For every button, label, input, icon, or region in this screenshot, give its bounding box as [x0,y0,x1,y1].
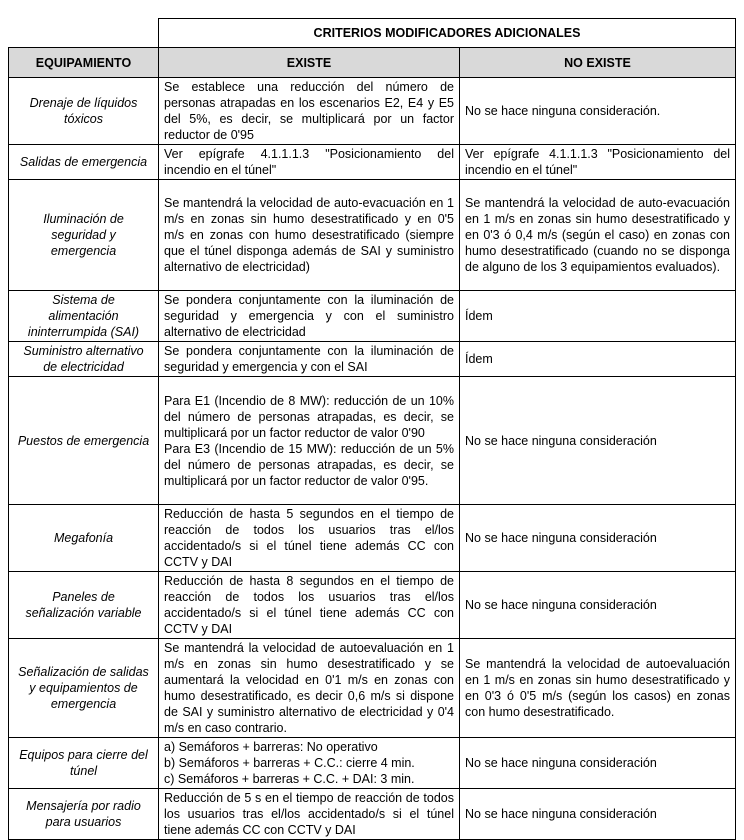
table-row [9,505,736,572]
table-row [9,291,736,342]
no-existe-cell: No se hace ninguna consideración [460,505,736,572]
criteria-table [8,18,736,840]
no-existe-cell: Ídem [460,291,736,342]
equipment-cell: Iluminación de seguridad y emergencia [9,180,159,291]
header-existe: EXISTE [159,48,460,78]
no-existe-cell: No se hace ninguna consideración [460,738,736,789]
table-row [9,145,736,180]
no-existe-cell: Se mantendrá la velocidad de autoevaluación en 1 m/s en zonas sin humo desestratificado y en 0'3 ó 0'5 m/s (según los casos) en zonas con humo desestratificado. [460,639,736,738]
equipment-cell: Megafonía [9,505,159,572]
blank-corner-cell [9,19,159,48]
no-existe-cell: No se hace ninguna consideración [460,789,736,840]
no-existe-cell: No se hace ninguna consideración [460,377,736,505]
existe-cell: Se mantendrá la velocidad de auto-evacuación en 1 m/s en zonas sin humo desestratificado y en 0'5 m/s en zonas con humo desestratificado (siempre que el túnel disponga además de SAI y suministro alternativo de electricidad) [159,180,460,291]
equipment-cell: Mensajería por radio para usuarios [9,789,159,840]
table-row [9,180,736,291]
no-existe-cell: Se mantendrá la velocidad de auto-evacuación en 1 m/s en zonas sin humo desestratificado y en 0'3 ó 0,4 m/s (según el caso) en zonas con humo desestratificado (cuando no se disponga de alguno de los 3 equipamientos evaluados). [460,180,736,291]
existe-option: a) Semáforos + barreras: No operativo [164,740,378,754]
no-existe-cell: Ídem [460,342,736,377]
equipment-cell: Sistema de alimentación ininterrumpida (SAI) [9,291,159,342]
existe-option: c) Semáforos + barreras + C.C. + DAI: 3 min. [164,772,415,786]
table-row [9,572,736,639]
table-row [9,789,736,840]
column-header-row [9,48,736,78]
equipment-cell: Equipos para cierre del túnel [9,738,159,789]
equipment-cell: Drenaje de líquidos tóxicos [9,78,159,145]
super-header-row [9,19,736,48]
no-existe-cell: No se hace ninguna consideración [460,572,736,639]
existe-cell [159,738,460,789]
existe-cell: Se pondera conjuntamente con la iluminación de seguridad y emergencia y con el suministro alternativo de electricidad [159,291,460,342]
header-no-existe: NO EXISTE [460,48,736,78]
existe-cell: Reducción de hasta 8 segundos en el tiempo de reacción de todos los usuarios tras el/los accidentado/s si el túnel tiene además CC con CCTV y DAI [159,572,460,639]
no-existe-cell: Ver epígrafe 4.1.1.1.3 "Posicionamiento del incendio en el túnel" [460,145,736,180]
equipment-cell: Señalización de salidas y equipamientos de emergencia [9,639,159,738]
table-row [9,78,736,145]
no-existe-cell: No se hace ninguna consideración. [460,78,736,145]
existe-line: Para E1 (Incendio de 8 MW): reducción de un 10% del número de personas atrapadas, es decir, se multiplicará por un factor reductor de valor 0'90 [164,393,454,440]
existe-cell: Reducción de 5 s en el tiempo de reacción de todos los usuarios tras el/los accidentado/s si el túnel tiene además CC con CCTV y DAI [159,789,460,840]
table-row [9,342,736,377]
existe-option: b) Semáforos + barreras + C.C.: cierre 4 min. [164,756,415,770]
equipment-cell: Paneles de señalización variable [9,572,159,639]
table-row [9,738,736,789]
table-row [9,639,736,738]
existe-cell [159,377,460,505]
table-row [9,377,736,505]
existe-cell: Se pondera conjuntamente con la iluminación de seguridad y emergencia y con el SAI [159,342,460,377]
existe-cell: Ver epígrafe 4.1.1.1.3 "Posicionamiento del incendio en el túnel" [159,145,460,180]
equipment-cell: Salidas de emergencia [9,145,159,180]
header-equipamiento: EQUIPAMIENTO [9,48,159,78]
equipment-cell: Puestos de emergencia [9,377,159,505]
equipment-cell: Suministro alternativo de electricidad [9,342,159,377]
existe-line: Para E3 (Incendio de 15 MW): reducción de un 5% del número de personas atrapadas, es decir, se multiplicará por un factor reductor de valor 0'95. [164,441,454,488]
existe-cell: Se mantendrá la velocidad de autoevaluación en 1 m/s en zonas sin humo desestratificado y se aumentará la velocidad en 0'1 m/s en zonas con humo desestratificado, es decir 0,6 m/s si dispone de SAI y suministro alternativo de electricidad y 0'4 m/s en caso contrario. [159,639,460,738]
existe-cell: Reducción de hasta 5 segundos en el tiempo de reacción de todos los usuarios tras el/los accidentado/s si el túnel tiene además CC con CCTV y DAI [159,505,460,572]
existe-cell: Se establece una reducción del número de personas atrapadas en los escenarios E2, E4 y E5 del 5%, es decir, se multiplicará por un factor reductor de 0'95 [159,78,460,145]
super-header-cell: CRITERIOS MODIFICADORES ADICIONALES [159,19,736,48]
